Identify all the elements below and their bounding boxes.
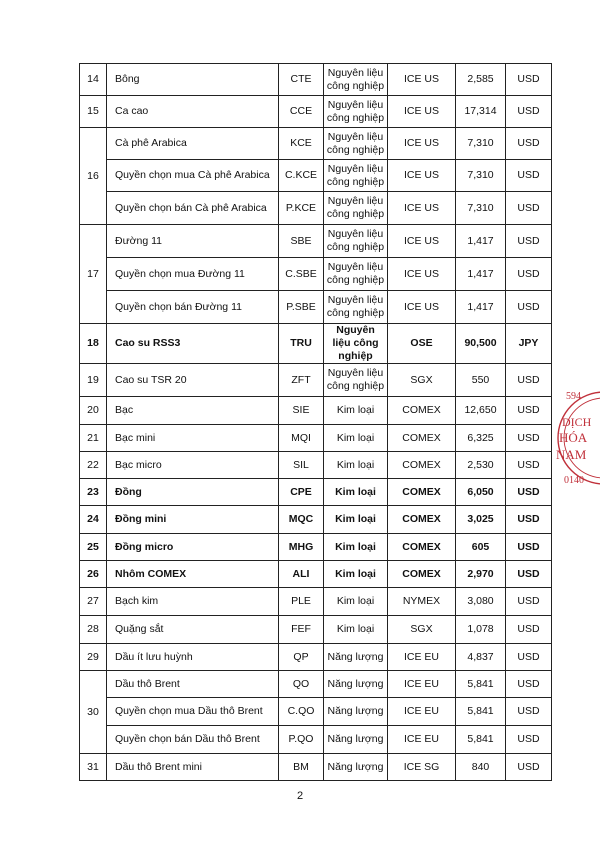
commodity-name: Ca cao [107, 96, 279, 128]
currency: USD [506, 64, 552, 96]
table-row [80, 698, 552, 726]
commodity-group: Nguyên liệu công nghiệp [324, 64, 388, 96]
currency: USD [506, 258, 552, 291]
commodity-group: Kim loại [324, 452, 388, 479]
commodity-code: QO [279, 671, 324, 698]
commodity-code: C.SBE [279, 258, 324, 291]
table-row [80, 561, 552, 588]
table-row [80, 258, 552, 291]
table-row [80, 160, 552, 192]
commodity-group: Năng lượng [324, 754, 388, 781]
currency: USD [506, 534, 552, 561]
commodity-margin-table [79, 63, 552, 781]
stamp-number-top: 594 [566, 391, 581, 402]
exchange: COMEX [388, 452, 456, 479]
exchange: COMEX [388, 479, 456, 506]
currency: USD [506, 506, 552, 534]
table-row [80, 225, 552, 258]
exchange: ICE US [388, 96, 456, 128]
currency: USD [506, 561, 552, 588]
exchange: ICE US [388, 160, 456, 192]
margin-value: 840 [456, 754, 506, 781]
commodity-code: TRU [279, 324, 324, 364]
commodity-code: SIL [279, 452, 324, 479]
margin-value: 2,970 [456, 561, 506, 588]
commodity-group: Năng lượng [324, 644, 388, 671]
commodity-name: Đồng mini [107, 506, 279, 534]
commodity-name: Bạc mini [107, 425, 279, 452]
stamp-text-line-2: HÓA [559, 430, 588, 445]
row-number: 20 [80, 397, 107, 425]
currency: USD [506, 397, 552, 425]
commodity-name: Cao su RSS3 [107, 324, 279, 364]
currency: USD [506, 96, 552, 128]
row-number: 19 [80, 364, 107, 397]
commodity-code: ZFT [279, 364, 324, 397]
margin-value: 17,314 [456, 96, 506, 128]
exchange: COMEX [388, 534, 456, 561]
commodity-code: KCE [279, 128, 324, 160]
commodity-name: Quyền chọn mua Cà phê Arabica [107, 160, 279, 192]
commodity-code: MQC [279, 506, 324, 534]
exchange: ICE SG [388, 754, 456, 781]
margin-value: 605 [456, 534, 506, 561]
row-number: 28 [80, 616, 107, 644]
margin-value: 5,841 [456, 726, 506, 754]
table-row [80, 64, 552, 96]
row-number: 18 [80, 324, 107, 364]
row-number: 22 [80, 452, 107, 479]
table-row [80, 425, 552, 452]
commodity-group: Kim loại [324, 397, 388, 425]
commodity-code: P.QO [279, 726, 324, 754]
currency: USD [506, 754, 552, 781]
commodity-group: Kim loại [324, 588, 388, 616]
table-row [80, 192, 552, 225]
exchange: NYMEX [388, 588, 456, 616]
exchange: ICE US [388, 225, 456, 258]
commodity-code: C.QO [279, 698, 324, 726]
exchange: OSE [388, 324, 456, 364]
table-row [80, 397, 552, 425]
margin-value: 3,025 [456, 506, 506, 534]
table-row [80, 644, 552, 671]
commodity-code: CCE [279, 96, 324, 128]
currency: USD [506, 698, 552, 726]
page-number: 2 [296, 790, 304, 802]
commodity-name: Bạch kim [107, 588, 279, 616]
table-row [80, 364, 552, 397]
commodity-name: Dầu thô Brent [107, 671, 279, 698]
commodity-code: P.KCE [279, 192, 324, 225]
currency: USD [506, 425, 552, 452]
currency: USD [506, 452, 552, 479]
table-row [80, 479, 552, 506]
row-number: 14 [80, 64, 107, 96]
commodity-name: Nhôm COMEX [107, 561, 279, 588]
table-row [80, 671, 552, 698]
table-row [80, 616, 552, 644]
currency: USD [506, 671, 552, 698]
currency: USD [506, 192, 552, 225]
stamp-text-line-1: DỊCH [562, 415, 592, 429]
margin-value: 90,500 [456, 324, 506, 364]
commodity-name: Quyền chọn bán Dầu thô Brent [107, 726, 279, 754]
row-number: 29 [80, 644, 107, 671]
commodity-code: CTE [279, 64, 324, 96]
commodity-name: Bạc micro [107, 452, 279, 479]
commodity-code: BM [279, 754, 324, 781]
commodity-name: Bạc [107, 397, 279, 425]
currency: USD [506, 364, 552, 397]
commodity-name: Đường 11 [107, 225, 279, 258]
margin-value: 1,417 [456, 225, 506, 258]
row-number: 15 [80, 96, 107, 128]
table-row [80, 291, 552, 324]
table-row [80, 452, 552, 479]
commodity-name: Quyền chọn mua Đường 11 [107, 258, 279, 291]
exchange: COMEX [388, 397, 456, 425]
row-number: 24 [80, 506, 107, 534]
currency: USD [506, 160, 552, 192]
margin-value: 6,050 [456, 479, 506, 506]
row-number: 21 [80, 425, 107, 452]
commodity-name: Dầu ít lưu huỳnh [107, 644, 279, 671]
commodity-group: Kim loại [324, 616, 388, 644]
exchange: ICE EU [388, 698, 456, 726]
commodity-name: Cà phê Arabica [107, 128, 279, 160]
row-number: 16 [80, 128, 107, 225]
commodity-name: Quyền chọn bán Đường 11 [107, 291, 279, 324]
margin-value: 5,841 [456, 671, 506, 698]
table-row [80, 324, 552, 364]
margin-value: 12,650 [456, 397, 506, 425]
commodity-group: Năng lượng [324, 698, 388, 726]
row-number: 17 [80, 225, 107, 324]
commodity-name: Bông [107, 64, 279, 96]
commodity-group: Nguyên liệu công nghiệp [324, 128, 388, 160]
commodity-group: Năng lượng [324, 726, 388, 754]
commodity-name: Quyền chọn bán Cà phê Arabica [107, 192, 279, 225]
table-row [80, 506, 552, 534]
commodity-code: CPE [279, 479, 324, 506]
commodity-code: C.KCE [279, 160, 324, 192]
commodity-group: Nguyên liệu công nghiệp [324, 96, 388, 128]
currency: USD [506, 225, 552, 258]
currency: USD [506, 479, 552, 506]
commodity-group: Nguyên liệu công nghiệp [324, 291, 388, 324]
commodity-group: Năng lượng [324, 671, 388, 698]
commodity-group: Nguyên liệu công nghiệp [324, 225, 388, 258]
currency: USD [506, 726, 552, 754]
margin-value: 7,310 [456, 192, 506, 225]
currency: USD [506, 616, 552, 644]
margin-value: 6,325 [456, 425, 506, 452]
stamp-number-bottom: 0140 [564, 475, 584, 486]
exchange: SGX [388, 364, 456, 397]
commodity-name: Đồng micro [107, 534, 279, 561]
currency: USD [506, 644, 552, 671]
margin-value: 5,841 [456, 698, 506, 726]
commodity-code: MHG [279, 534, 324, 561]
commodity-code: ALI [279, 561, 324, 588]
row-number: 25 [80, 534, 107, 561]
table-row [80, 128, 552, 160]
row-number: 30 [80, 671, 107, 754]
margin-value: 7,310 [456, 160, 506, 192]
commodity-code: SBE [279, 225, 324, 258]
commodity-name: Cao su TSR 20 [107, 364, 279, 397]
table-row [80, 588, 552, 616]
commodity-group: Nguyên liệu công nghiệp [324, 160, 388, 192]
exchange: ICE US [388, 192, 456, 225]
currency: USD [506, 128, 552, 160]
commodity-name: Đồng [107, 479, 279, 506]
exchange: ICE EU [388, 726, 456, 754]
exchange: ICE US [388, 64, 456, 96]
margin-value: 1,417 [456, 258, 506, 291]
stamp-text-line-3: NAM [556, 447, 587, 462]
commodity-code: PLE [279, 588, 324, 616]
commodity-code: P.SBE [279, 291, 324, 324]
margin-value: 550 [456, 364, 506, 397]
commodity-code: QP [279, 644, 324, 671]
commodity-group: Nguyên liệu công nghiệp [324, 364, 388, 397]
table-row [80, 726, 552, 754]
commodity-group: Kim loại [324, 506, 388, 534]
commodity-group: Kim loại [324, 425, 388, 452]
exchange: COMEX [388, 506, 456, 534]
commodity-group: Kim loại [324, 479, 388, 506]
margin-value: 4,837 [456, 644, 506, 671]
exchange: COMEX [388, 561, 456, 588]
row-number: 31 [80, 754, 107, 781]
commodity-name: Quặng sắt [107, 616, 279, 644]
commodity-group: Nguyên liệu công nghiệp [324, 192, 388, 225]
table-row [80, 754, 552, 781]
row-number: 26 [80, 561, 107, 588]
margin-value: 1,078 [456, 616, 506, 644]
commodity-code: SIE [279, 397, 324, 425]
commodity-group: Nguyên liệu công nghiệp [324, 324, 388, 364]
row-number: 23 [80, 479, 107, 506]
margin-value: 2,530 [456, 452, 506, 479]
commodity-group: Kim loại [324, 561, 388, 588]
margin-value: 7,310 [456, 128, 506, 160]
table-row [80, 96, 552, 128]
exchange: ICE EU [388, 671, 456, 698]
commodity-group: Nguyên liệu công nghiệp [324, 258, 388, 291]
margin-value: 2,585 [456, 64, 506, 96]
exchange: ICE US [388, 128, 456, 160]
currency: USD [506, 588, 552, 616]
commodity-name: Dầu thô Brent mini [107, 754, 279, 781]
exchange: ICE US [388, 291, 456, 324]
commodity-group: Kim loại [324, 534, 388, 561]
exchange: ICE US [388, 258, 456, 291]
commodity-code: FEF [279, 616, 324, 644]
exchange: SGX [388, 616, 456, 644]
commodity-name: Quyền chọn mua Dầu thô Brent [107, 698, 279, 726]
margin-value: 3,080 [456, 588, 506, 616]
exchange: COMEX [388, 425, 456, 452]
margin-value: 1,417 [456, 291, 506, 324]
currency: USD [506, 291, 552, 324]
row-number: 27 [80, 588, 107, 616]
currency: JPY [506, 324, 552, 364]
exchange: ICE EU [388, 644, 456, 671]
red-seal-stamp [556, 378, 600, 498]
table-row [80, 534, 552, 561]
commodity-code: MQI [279, 425, 324, 452]
